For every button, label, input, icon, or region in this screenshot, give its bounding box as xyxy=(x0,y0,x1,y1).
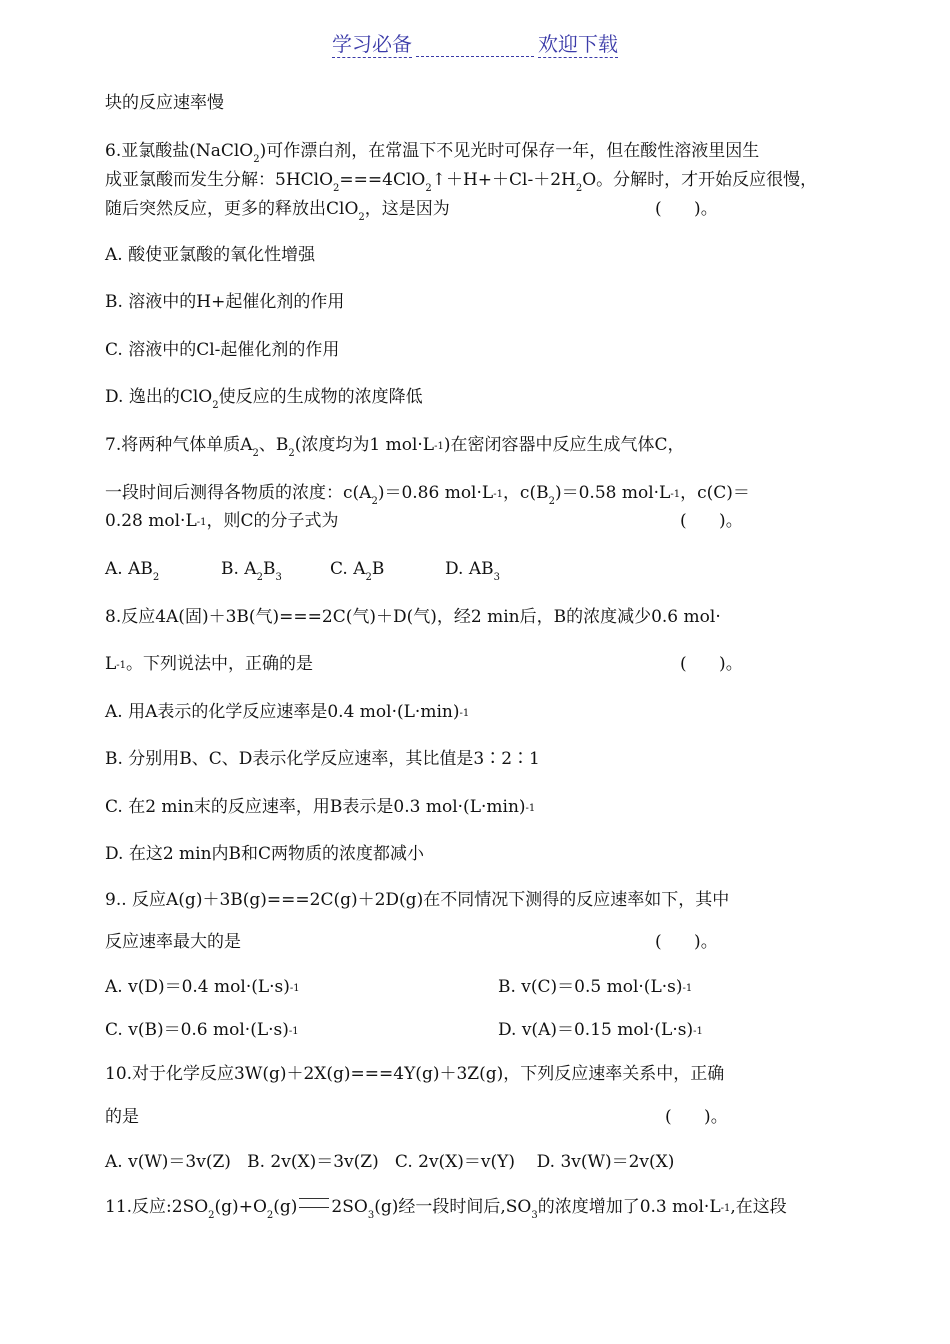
answer-blank: ( )。 xyxy=(680,511,743,531)
page-header xyxy=(0,28,950,57)
text-line: 块的反应速率慢 xyxy=(105,93,224,113)
q11-stem-line1: 11.反应$:2SO_2(g)+O_2(g)$ $2SO_3(g)$经一段时间后$,SO_3$的浓度增加了0.3 $mol\cdot L^{-1}$,在这段 xyxy=(105,1197,787,1221)
q7-option-c: C. $A_2B$ xyxy=(330,559,385,583)
header-right: 欢迎下载 xyxy=(538,32,618,56)
answer-blank: ( )。 xyxy=(655,932,718,952)
q9-option-d: D. v(A)＝0.15 $mol\cdot(L\cdot s)^{-1}$ xyxy=(498,1020,703,1040)
q9-stem-line2: 反应速率最大的是 xyxy=(105,932,241,952)
q7-option-b: B. $A_2B_3$ xyxy=(221,559,282,583)
q7-stem-line1: 7.将两种气体单质$A_2$、$B_2$(浓度均为1 $mol\cdot L^{-1}$)在密闭容器中反应生成气体C， xyxy=(105,435,685,459)
q6-option-a: A. 酸使亚氯酸的氧化性增强 xyxy=(105,245,316,265)
q8-option-b: B. 分别用B、C、D表示化学反应速率，其比值是3∶2∶1 xyxy=(105,749,540,769)
equilibrium-arrow-icon xyxy=(299,1198,329,1208)
q8-option-a: A. 用A表示的化学反应速率是0.4 $mol\cdot(L\cdot\min)^{-1}$ xyxy=(105,702,470,722)
q9-option-c: C. v(B)＝0.6 $mol\cdot(L\cdot s)^{-1}$ xyxy=(105,1020,299,1040)
q7-option-a: A. $AB_2$ xyxy=(105,559,160,583)
q10-stem-line2: 的是 xyxy=(105,1107,139,1127)
q9-option-a: A. v(D)＝0.4 $mol\cdot(L\cdot s)^{-1}$ xyxy=(105,977,300,997)
answer-blank: ( )。 xyxy=(680,654,743,674)
q8-option-c: C. 在2 min末的反应速率，用B表示是0.3 $mol\cdot(L\cdot\min)^{-1}$ xyxy=(105,797,536,817)
q6-stem-line3: 随后突然反应，更多的释放出ClO$_2$，这是因为 xyxy=(105,199,450,223)
q8-option-d: D. 在这2 min内B和C两物质的浓度都减小 xyxy=(105,844,425,864)
q7-option-d: D. $AB_3$ xyxy=(445,559,500,583)
q10-stem-line1: 10.对于化学反应3W(g)＋2X(g)===4Y(g)＋3Z(g)，下列反应速率关系中，正确 xyxy=(105,1064,725,1084)
q8-stem-line1: 8.反应4A(固)＋3B(气)===2C(气)＋D(气)，经2 min后，B的浓度减少0.6 mol· xyxy=(105,607,721,627)
header-divider xyxy=(416,36,534,57)
q6-option-d: D. 逸出的ClO$_2$使反应的生成物的浓度降低 xyxy=(105,387,423,411)
q6-option-b: B. 溶液中的H+起催化剂的作用 xyxy=(105,292,345,312)
q6-stem-line1: 6.亚氯酸盐(NaClO$_2$)可作漂白剂，在常温下不见光时可保存一年，但在酸性溶液里因生 xyxy=(105,141,760,165)
q7-stem-line2: 一段时间后测得各物质的浓度：$c(A_2)=0.86$ $mol\cdot L^{-1}$，$c(B_2)=0.58$ $mol\cdot L^{-1}$，c(C)＝ xyxy=(105,483,750,507)
header-left: 学习必备 xyxy=(332,32,412,56)
q9-stem-line1: 9.. 反应A(g)＋3B(g)===2C(g)＋2D(g)在不同情况下测得的反应速率如下，其中 xyxy=(105,890,730,910)
q8-stem-line2: $L^{-1}$。下列说法中，正确的是 xyxy=(105,654,314,674)
q7-stem-line3: 0.28 $mol\cdot L^{-1}$，则C的分子式为 xyxy=(105,511,339,531)
q6-stem-line2: 成亚氯酸而发生分解：$5HClO_2===4ClO_2↑+H++Cl-+2H_2O$。分解时，才开始反应很慢， xyxy=(105,170,818,194)
answer-blank: ( )。 xyxy=(655,199,718,219)
q10-options: A. v(W)＝3v(Z) B. 2v(X)＝3v(Z) C. 2v(X)＝v(Y) D. 3v(W)＝2v(X) xyxy=(105,1152,675,1172)
q6-option-c: C. 溶液中的Cl-起催化剂的作用 xyxy=(105,340,340,360)
answer-blank: ( )。 xyxy=(665,1107,728,1127)
q9-option-b: B. v(C)＝0.5 $mol\cdot(L\cdot s)^{-1}$ xyxy=(498,977,693,997)
